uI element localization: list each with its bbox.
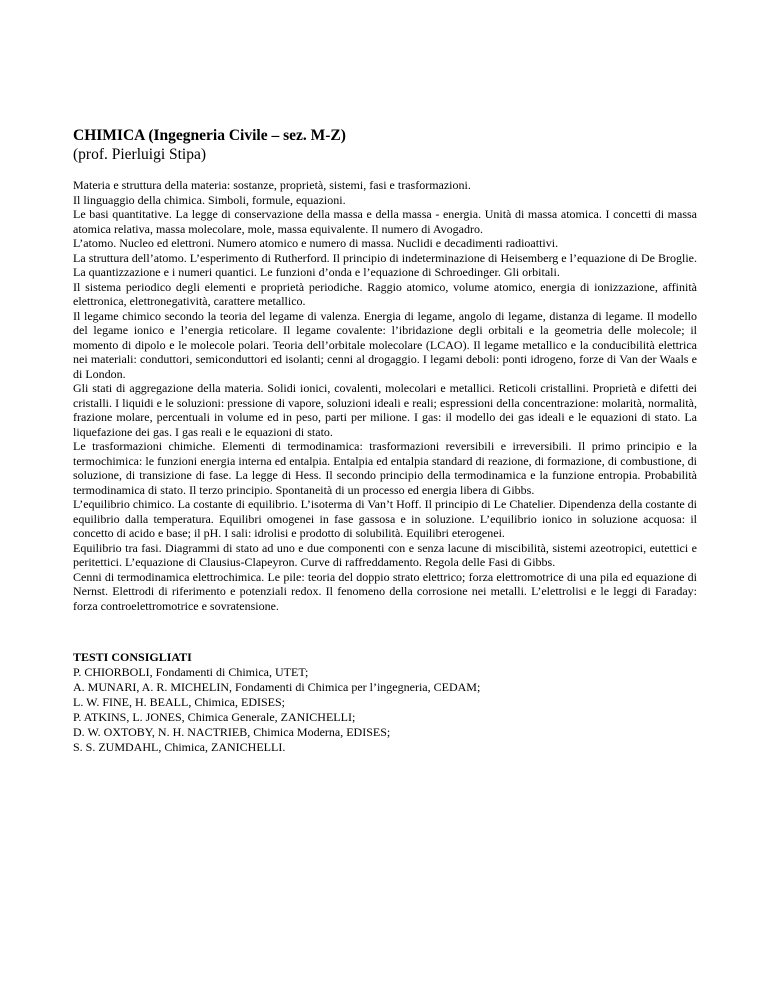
syllabus-paragraph: Gli stati di aggregazione della materia. Solidi ionici, covalenti, molecolari e metallici. Reticoli cristallini. Proprietà e difetti dei cristalli. I liquidi e le soluzioni: pressione di vapore, soluzioni ideali e reali; espressioni della concentrazione: molarità, normalità, frazione molare, percentuali in volume ed in peso, parti per milione. I gas: il modello dei gas ideali e le equazioni di stato. La liquefazione dei gas. I gas reali e le equazioni di stato. [73,381,697,439]
syllabus-paragraph: Equilibrio tra fasi. Diagrammi di stato ad uno e due componenti con e senza lacune di miscibilità, sistemi azeotropici, eutettici e peritettici. L’equazione di Clausius-Clapeyron. Curve di raffreddamento. Regola delle Fasi di Gibbs. [73,540,697,569]
professor-name: (prof. Pierluigi Stipa) [73,146,207,163]
book-item: A. MUNARI, A. R. MICHELIN, Fondamenti di Chimica per l’ingegneria, CEDAM; [73,680,481,694]
syllabus-paragraph: La struttura dell’atomo. L’esperimento di Rutherford. Il principio di indeterminazione di Heisemberg e l’equazione di De Broglie. La quantizzazione e i numeri quantici. Le funzioni d’onda e l’equazione di Schroedinger. Gli orbitali. [73,250,697,279]
syllabus-paragraph: Le basi quantitative. La legge di conservazione della massa e della massa - energia. Unità di massa atomica. I concetti di massa atomica relativa, massa molecolare, mole, massa equivalente. Il numero di Avogadro. [73,207,697,236]
recommended-texts-heading: TESTI CONSIGLIATI [73,650,192,664]
book-list [73,665,697,755]
syllabus-paragraph: L’atomo. Nucleo ed elettroni. Numero atomico e numero di massa. Nuclidi e decadimenti radioattivi. [73,236,559,250]
recommended-texts [73,650,697,755]
syllabus-paragraph: Il linguaggio della chimica. Simboli, formule, equazioni. [73,192,346,207]
syllabus-paragraph: Materia e struttura della materia: sostanze, proprietà, sistemi, fasi e trasformazioni. [73,178,471,192]
syllabus-paragraph: L’equilibrio chimico. La costante di equilibrio. L’isoterma di Van’t Hoff. Il principio di Le Chatelier. Dipendenza della costante di equilibrio dalla temperatura. Equilibri omogenei in fase gassosa e in soluzione. L’equilibrio ionico in soluzione acquosa: il concetto di acido e base; il pH. I sali: idrolisi e prodotto di solubilità. Equilibri eterogenei. [73,497,697,540]
syllabus [73,178,697,613]
syllabus-paragraph: Le trasformazioni chimiche. Elementi di termodinamica: trasformazioni reversibili e irreversibili. Il primo principio e la termochimica: le funzioni energia interna ed entalpia. Entalpia ed entalpia standard di reazione, di formazione, di combustione, di soluzione, di transizione di fase. La legge di Hess. Il secondo principio della termodinamica e la funzione entropia. Probabilità termodinamica di stato. Il terzo principio. Spontaneità di un processo ed energia libera di Gibbs. [73,439,697,497]
syllabus-paragraph: Il sistema periodico degli elementi e proprietà periodiche. Raggio atomico, volume atomico, energia di ionizzazione, affinità elettronica, elettronegatività, carattere metallico. [73,279,697,308]
syllabus-paragraph: Cenni di termodinamica elettrochimica. Le pile: teoria del doppio strato elettrico; forza elettromotrice di una pila ed equazione di Nernst. Elettrodi di riferimento e potenziali redox. Il fenomeno della corrosione nei metalli. L’elettrolisi e le leggi di Faraday: forza controelettromotrice e sovratensione. [73,569,697,613]
course-title: CHIMICA (Ingegneria Civile – sez. M-Z) [73,127,346,144]
book-item: S. S. ZUMDAHL, Chimica, ZANICHELLI. [73,740,286,754]
document-page [73,126,697,755]
book-item: P. CHIORBOLI, Fondamenti di Chimica, UTET; [73,665,309,679]
book-item: P. ATKINS, L. JONES, Chimica Generale, ZANICHELLI; [73,710,356,724]
syllabus-paragraph: Il legame chimico secondo la teoria del legame di valenza. Energia di legame, angolo di legame, distanza di legame. Il modello del legame ionico e l’energia reticolare. Il legame covalente: l’ibridazione degli orbitali e la geometria delle molecole; il momento di dipolo e le molecole polari. Teoria dell’orbitale molecolare (LCAO). Il legame metallico e la conducibilità elettrica nei materiali: conduttori, semiconduttori ed isolanti; cenni al drogaggio. I legami deboli: ponti idrogeno, forze di Van der Waals e di London. [73,308,697,381]
book-item: L. W. FINE, H. BEALL, Chimica, EDISES; [73,695,285,709]
book-item: D. W. OXTOBY, N. H. NACTRIEB, Chimica Moderna, EDISES; [73,725,391,739]
